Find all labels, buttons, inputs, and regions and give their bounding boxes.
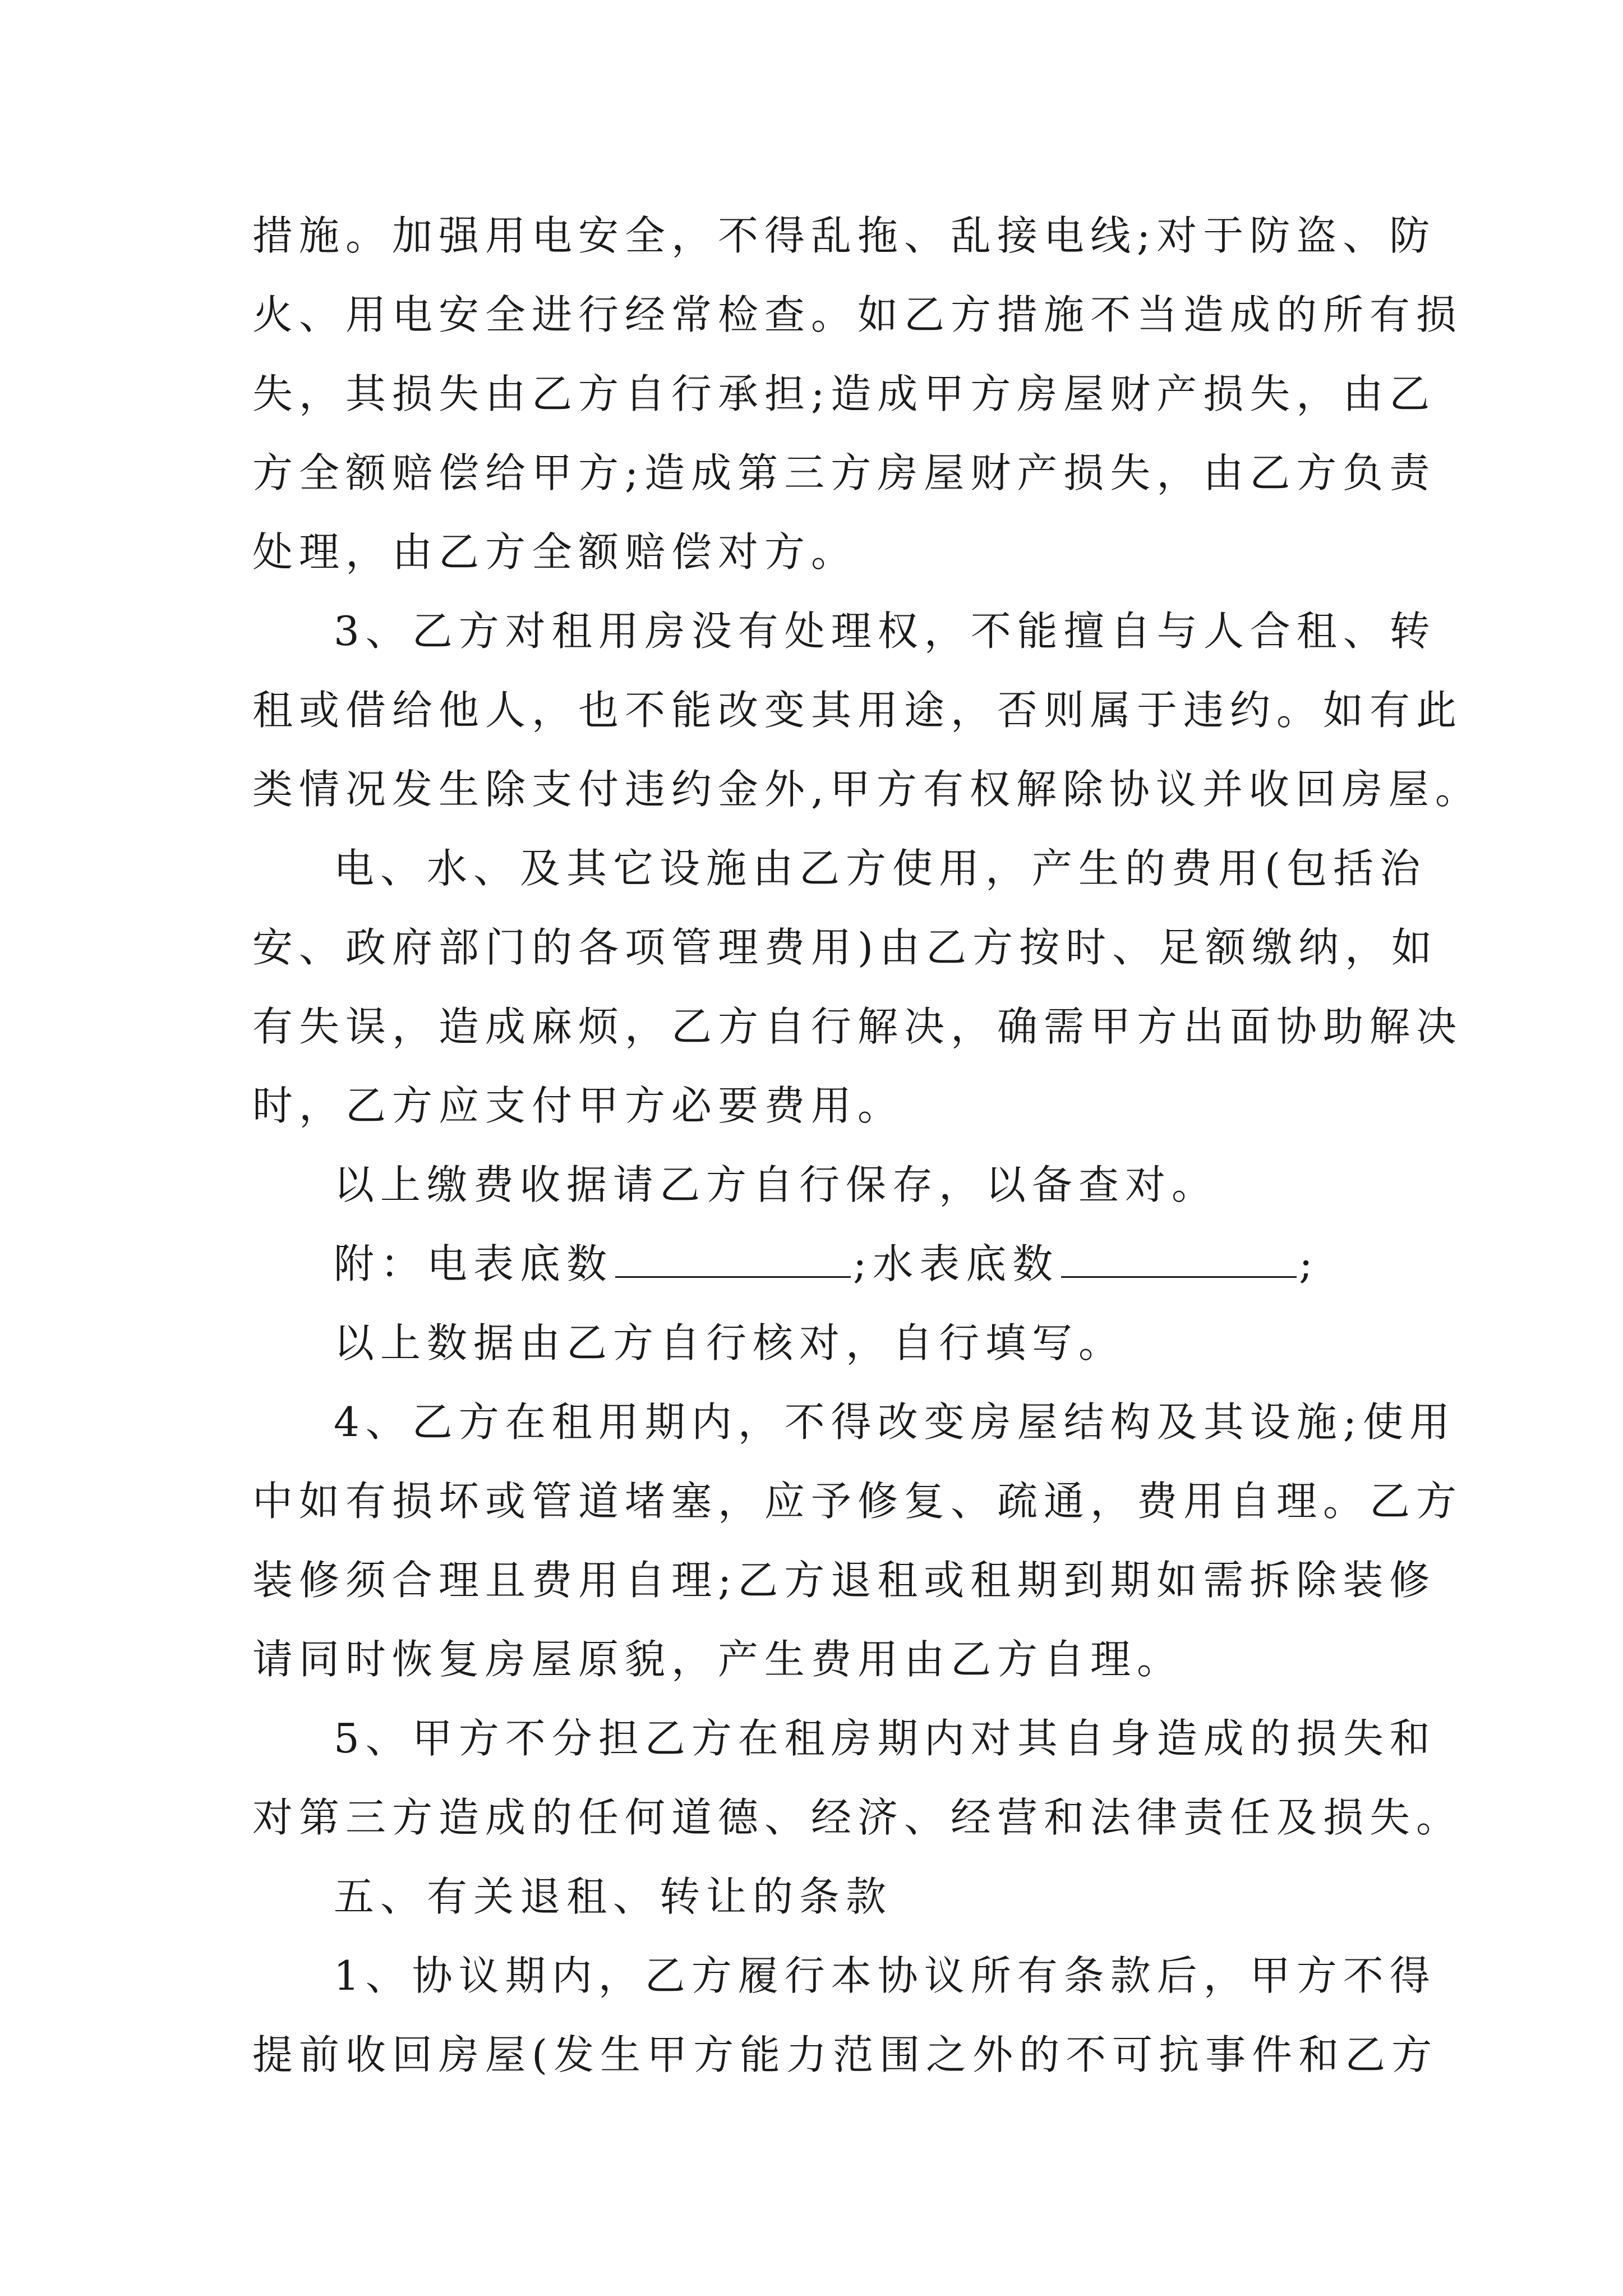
text-line: 3、乙方对租用房没有处理权，不能擅自与人合租、转	[334, 608, 1436, 655]
text-line: 火、用电安全进行经常检查。如乙方措施不当造成的所有损	[252, 291, 1463, 338]
text-line: 提前收回房屋(发生甲方能力范围之外的不可抗事件和乙方	[252, 2031, 1438, 2078]
text-line: 措施。加强用电安全，不得乱拖、乱接电线;对于防盗、防	[252, 212, 1436, 259]
text-line: 类情况发生除支付违约金外,甲方有权解除协议并收回房屋。	[252, 766, 1482, 813]
text-line: 装修须合理且费用自理;乙方退租或租期到期如需拆除装修	[252, 1557, 1436, 1604]
text-line: 安、政府部门的各项管理费用)由乙方按时、足额缴纳，如	[252, 924, 1438, 971]
text-line: 4、乙方在租用期内，不得改变房屋结构及其设施;使用	[334, 1398, 1456, 1446]
text-line: 5、甲方不分担乙方在租房期内对其自身造成的损失和	[334, 1715, 1436, 1762]
text-line: 以上数据由乙方自行核对，自行填写。	[334, 1319, 1126, 1366]
meter-prefix: 附：电表底数	[334, 1240, 614, 1287]
section-heading: 五、有关退租、转让的条款	[334, 1873, 893, 1920]
meter-suffix: ;	[1299, 1240, 1319, 1287]
text-line: 失，其损失由乙方自行承担;造成甲方房屋财产损失，由乙	[252, 370, 1436, 417]
meter-reading-line	[334, 1236, 1319, 1292]
water-reading-blank[interactable]	[1061, 1243, 1297, 1278]
text-line: 租或借给他人，也不能改变其用途，否则属于违约。如有此	[252, 687, 1463, 734]
text-line: 时，乙方应支付甲方必要费用。	[252, 1082, 905, 1129]
text-line: 有失误，造成麻烦，乙方自行解决，确需甲方出面协助解决	[252, 1003, 1463, 1050]
text-line: 对第三方造成的任何道德、经济、经营和法律责任及损失。	[252, 1794, 1463, 1841]
text-line: 以上缴费收据请乙方自行保存，以备查对。	[334, 1161, 1219, 1208]
text-line: 方全额赔偿给甲方;造成第三方房屋财产损失，由乙方负责	[252, 449, 1436, 496]
text-line: 处理，由乙方全额赔偿对方。	[252, 528, 858, 576]
meter-middle: ;水表底数	[853, 1240, 1059, 1287]
electricity-reading-blank[interactable]	[615, 1243, 851, 1278]
text-line: 电、水、及其它设施由乙方使用，产生的费用(包括治	[334, 845, 1427, 892]
text-line: 中如有损坏或管道堵塞，应予修复、疏通，费用自理。乙方	[252, 1478, 1463, 1525]
text-line: 1、协议期内，乙方履行本协议所有条款后，甲方不得	[334, 1952, 1436, 1999]
text-line: 请同时恢复房屋原貌，产生费用由乙方自理。	[252, 1636, 1184, 1683]
